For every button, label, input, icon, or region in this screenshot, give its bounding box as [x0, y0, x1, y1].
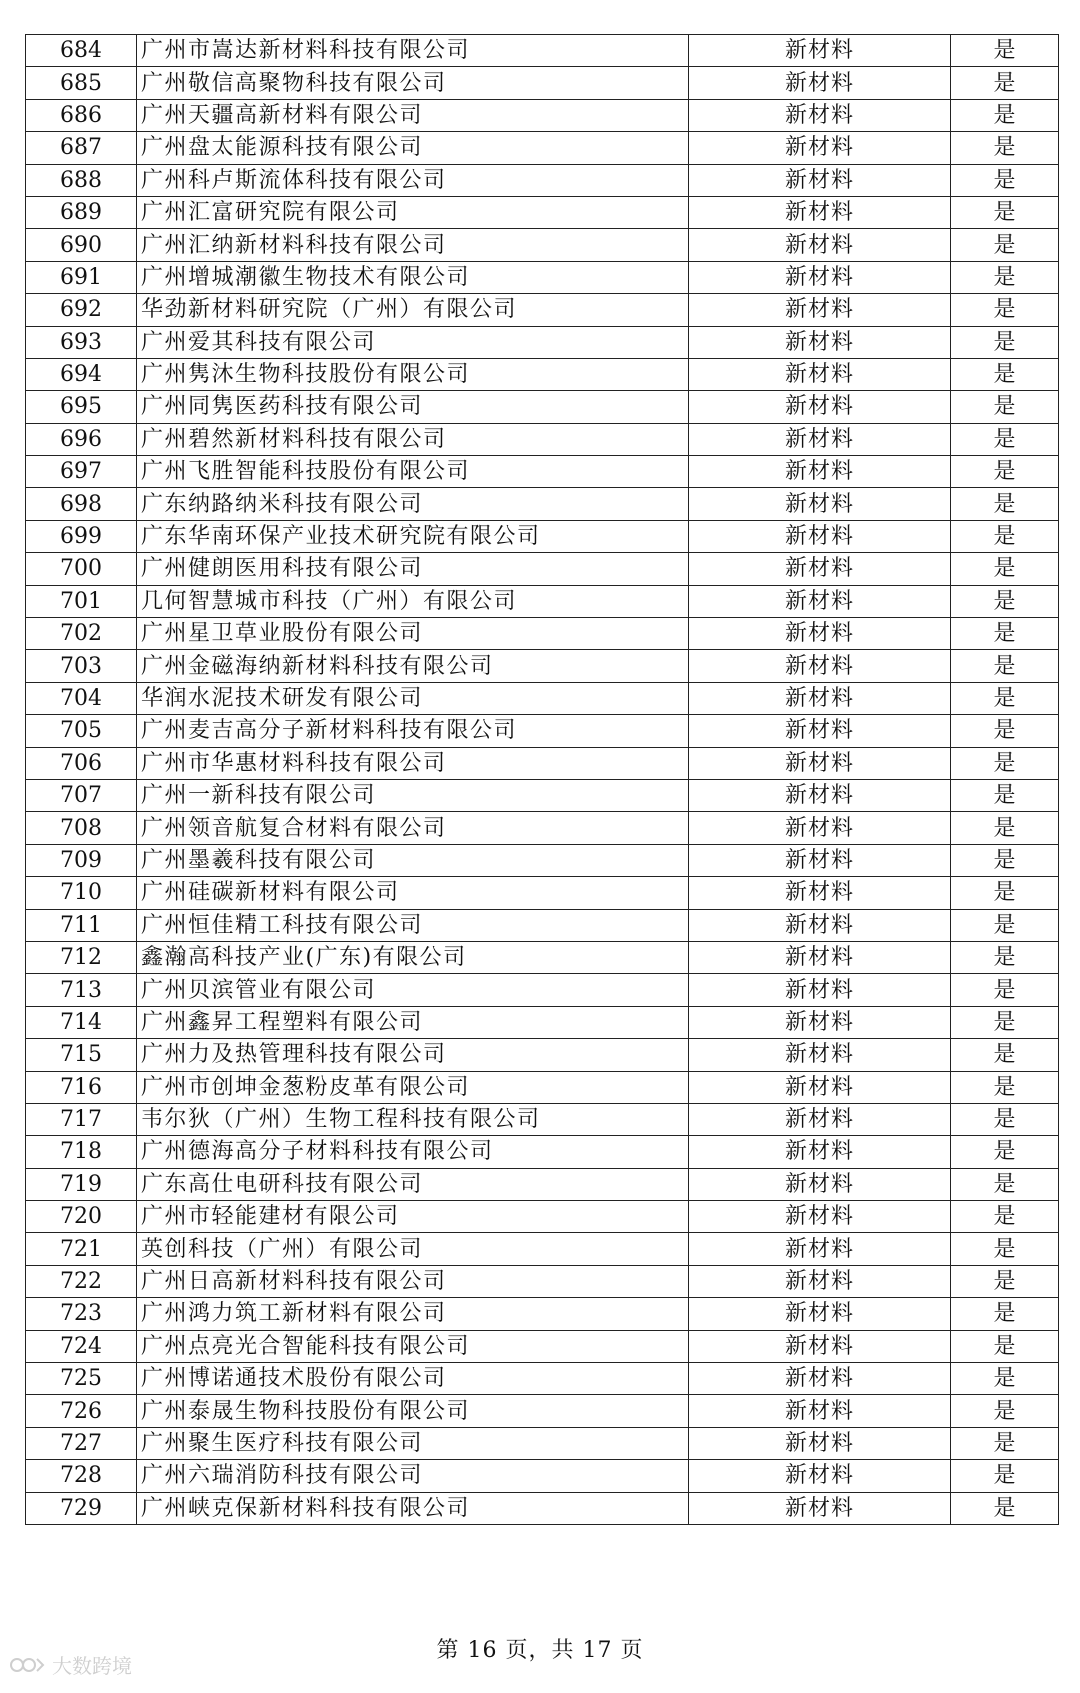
status-cell: 是: [951, 132, 1059, 164]
status-cell: 是: [951, 261, 1059, 293]
status-cell: 是: [951, 877, 1059, 909]
status-cell: 是: [951, 1071, 1059, 1103]
company-name-cell: 几何智慧城市科技（广州）有限公司: [137, 585, 689, 617]
field-cell: 新材料: [689, 1492, 951, 1524]
company-name-cell: 广州贝滨管业有限公司: [137, 974, 689, 1006]
field-cell: 新材料: [689, 941, 951, 973]
company-name-cell: 广州六瑞消防科技有限公司: [137, 1460, 689, 1492]
status-cell: 是: [951, 1103, 1059, 1135]
company-name-cell: 广州爱其科技有限公司: [137, 326, 689, 358]
company-name-cell: 广州鑫昇工程塑料有限公司: [137, 1006, 689, 1038]
row-number-cell: 726: [26, 1395, 137, 1427]
status-cell: 是: [951, 909, 1059, 941]
row-number-cell: 713: [26, 974, 137, 1006]
table-row: [26, 779, 1059, 811]
field-cell: 新材料: [689, 99, 951, 131]
status-cell: 是: [951, 1330, 1059, 1362]
status-cell: 是: [951, 229, 1059, 261]
row-number-cell: 688: [26, 164, 137, 196]
row-number-cell: 708: [26, 812, 137, 844]
row-number-cell: 701: [26, 585, 137, 617]
field-cell: 新材料: [689, 1006, 951, 1038]
company-name-cell: 广州日高新材料科技有限公司: [137, 1265, 689, 1297]
table-row: [26, 1460, 1059, 1492]
row-number-cell: 716: [26, 1071, 137, 1103]
company-name-cell: 广东华南环保产业技术研究院有限公司: [137, 520, 689, 552]
status-cell: 是: [951, 1233, 1059, 1265]
status-cell: 是: [951, 1298, 1059, 1330]
company-name-cell: 广州市华惠材料科技有限公司: [137, 747, 689, 779]
table-row: [26, 229, 1059, 261]
row-number-cell: 703: [26, 650, 137, 682]
table-row: [26, 715, 1059, 747]
company-name-cell: 广州市创坤金葱粉皮革有限公司: [137, 1071, 689, 1103]
row-number-cell: 693: [26, 326, 137, 358]
table-row: [26, 844, 1059, 876]
field-cell: 新材料: [689, 164, 951, 196]
field-cell: 新材料: [689, 1395, 951, 1427]
status-cell: 是: [951, 1039, 1059, 1071]
field-cell: 新材料: [689, 520, 951, 552]
company-name-cell: 广州金磁海纳新材料科技有限公司: [137, 650, 689, 682]
field-cell: 新材料: [689, 844, 951, 876]
status-cell: 是: [951, 358, 1059, 390]
status-cell: 是: [951, 812, 1059, 844]
row-number-cell: 709: [26, 844, 137, 876]
field-cell: 新材料: [689, 974, 951, 1006]
field-cell: 新材料: [689, 650, 951, 682]
row-number-cell: 715: [26, 1039, 137, 1071]
table-row: [26, 1039, 1059, 1071]
table-row: [26, 941, 1059, 973]
table-row: [26, 1006, 1059, 1038]
row-number-cell: 685: [26, 67, 137, 99]
table-row: [26, 1298, 1059, 1330]
status-cell: 是: [951, 196, 1059, 228]
row-number-cell: 700: [26, 553, 137, 585]
table-body: [26, 35, 1059, 1525]
row-number-cell: 714: [26, 1006, 137, 1038]
field-cell: 新材料: [689, 488, 951, 520]
company-name-cell: 广州碧然新材料科技有限公司: [137, 423, 689, 455]
status-cell: 是: [951, 488, 1059, 520]
field-cell: 新材料: [689, 1233, 951, 1265]
table-row: [26, 747, 1059, 779]
field-cell: 新材料: [689, 1039, 951, 1071]
row-number-cell: 729: [26, 1492, 137, 1524]
status-cell: 是: [951, 1136, 1059, 1168]
company-name-cell: 广州麦吉高分子新材料科技有限公司: [137, 715, 689, 747]
table-row: [26, 391, 1059, 423]
row-number-cell: 723: [26, 1298, 137, 1330]
row-number-cell: 698: [26, 488, 137, 520]
field-cell: 新材料: [689, 67, 951, 99]
field-cell: 新材料: [689, 1136, 951, 1168]
status-cell: 是: [951, 553, 1059, 585]
table-row: [26, 456, 1059, 488]
table-row: [26, 423, 1059, 455]
field-cell: 新材料: [689, 423, 951, 455]
page-number-footer: 第 16 页，共 17 页: [436, 1638, 644, 1663]
row-number-cell: 690: [26, 229, 137, 261]
row-number-cell: 722: [26, 1265, 137, 1297]
status-cell: 是: [951, 1395, 1059, 1427]
table-row: [26, 1071, 1059, 1103]
company-name-cell: 英创科技（广州）有限公司: [137, 1233, 689, 1265]
row-number-cell: 689: [26, 196, 137, 228]
row-number-cell: 710: [26, 877, 137, 909]
row-number-cell: 694: [26, 358, 137, 390]
table-row: [26, 326, 1059, 358]
row-number-cell: 724: [26, 1330, 137, 1362]
table-row: [26, 358, 1059, 390]
field-cell: 新材料: [689, 132, 951, 164]
field-cell: 新材料: [689, 1201, 951, 1233]
row-number-cell: 718: [26, 1136, 137, 1168]
table-row: [26, 164, 1059, 196]
company-name-cell: 广州领音航复合材料有限公司: [137, 812, 689, 844]
company-name-cell: 广州同隽医药科技有限公司: [137, 391, 689, 423]
watermark: [10, 1650, 132, 1679]
field-cell: 新材料: [689, 553, 951, 585]
field-cell: 新材料: [689, 682, 951, 714]
company-name-cell: 广州汇富研究院有限公司: [137, 196, 689, 228]
company-name-cell: 广州力及热管理科技有限公司: [137, 1039, 689, 1071]
table-row: [26, 1233, 1059, 1265]
company-name-cell: 广州天疆高新材料有限公司: [137, 99, 689, 131]
row-number-cell: 727: [26, 1427, 137, 1459]
table-row: [26, 682, 1059, 714]
watermark-text: 大数跨境: [52, 1654, 132, 1678]
table-row: [26, 520, 1059, 552]
row-number-cell: 717: [26, 1103, 137, 1135]
table-row: [26, 650, 1059, 682]
status-cell: 是: [951, 99, 1059, 131]
field-cell: 新材料: [689, 1168, 951, 1200]
table-row: [26, 67, 1059, 99]
field-cell: 新材料: [689, 326, 951, 358]
status-cell: 是: [951, 1427, 1059, 1459]
status-cell: 是: [951, 1492, 1059, 1524]
company-name-cell: 广州德海高分子材料科技有限公司: [137, 1136, 689, 1168]
company-name-cell: 广州市轻能建材有限公司: [137, 1201, 689, 1233]
table-row: [26, 1201, 1059, 1233]
table-row: [26, 1136, 1059, 1168]
table-row: [26, 1427, 1059, 1459]
company-name-cell: 广州飞胜智能科技股份有限公司: [137, 456, 689, 488]
status-cell: 是: [951, 941, 1059, 973]
company-name-cell: 鑫瀚高科技产业(广东)有限公司: [137, 941, 689, 973]
company-name-cell: 广州市嵩达新材料科技有限公司: [137, 35, 689, 67]
row-number-cell: 702: [26, 618, 137, 650]
status-cell: 是: [951, 1460, 1059, 1492]
status-cell: 是: [951, 520, 1059, 552]
company-name-cell: 广州墨羲科技有限公司: [137, 844, 689, 876]
field-cell: 新材料: [689, 1103, 951, 1135]
status-cell: 是: [951, 35, 1059, 67]
table-row: [26, 812, 1059, 844]
table-row: [26, 974, 1059, 1006]
status-cell: 是: [951, 747, 1059, 779]
field-cell: 新材料: [689, 1363, 951, 1395]
company-name-cell: 华劲新材料研究院（广州）有限公司: [137, 294, 689, 326]
company-name-cell: 广州隽沐生物科技股份有限公司: [137, 358, 689, 390]
row-number-cell: 691: [26, 261, 137, 293]
field-cell: 新材料: [689, 294, 951, 326]
table-row: [26, 1395, 1059, 1427]
table-row: [26, 35, 1059, 67]
table-row: [26, 132, 1059, 164]
status-cell: 是: [951, 1168, 1059, 1200]
company-name-cell: 华润水泥技术研发有限公司: [137, 682, 689, 714]
row-number-cell: 695: [26, 391, 137, 423]
field-cell: 新材料: [689, 618, 951, 650]
table-row: [26, 618, 1059, 650]
status-cell: 是: [951, 67, 1059, 99]
table-row: [26, 488, 1059, 520]
field-cell: 新材料: [689, 715, 951, 747]
status-cell: 是: [951, 1201, 1059, 1233]
row-number-cell: 684: [26, 35, 137, 67]
table-row: [26, 1103, 1059, 1135]
field-cell: 新材料: [689, 779, 951, 811]
status-cell: 是: [951, 974, 1059, 1006]
field-cell: 新材料: [689, 229, 951, 261]
company-name-cell: 广州泰晟生物科技股份有限公司: [137, 1395, 689, 1427]
table-row: [26, 1492, 1059, 1524]
status-cell: 是: [951, 650, 1059, 682]
status-cell: 是: [951, 715, 1059, 747]
row-number-cell: 692: [26, 294, 137, 326]
table-row: [26, 1330, 1059, 1362]
status-cell: 是: [951, 682, 1059, 714]
table-row: [26, 877, 1059, 909]
row-number-cell: 687: [26, 132, 137, 164]
status-cell: 是: [951, 391, 1059, 423]
watermark-logo-icon: [10, 1655, 46, 1675]
table-row: [26, 294, 1059, 326]
row-number-cell: 699: [26, 520, 137, 552]
row-number-cell: 719: [26, 1168, 137, 1200]
row-number-cell: 706: [26, 747, 137, 779]
table-row: [26, 261, 1059, 293]
field-cell: 新材料: [689, 812, 951, 844]
company-name-cell: 广东高仕电研科技有限公司: [137, 1168, 689, 1200]
status-cell: 是: [951, 585, 1059, 617]
status-cell: 是: [951, 456, 1059, 488]
table-row: [26, 585, 1059, 617]
status-cell: 是: [951, 326, 1059, 358]
table-row: [26, 1168, 1059, 1200]
company-name-cell: 广州星卫草业股份有限公司: [137, 618, 689, 650]
table-row: [26, 553, 1059, 585]
company-table: [25, 34, 1059, 1525]
field-cell: 新材料: [689, 1298, 951, 1330]
field-cell: 新材料: [689, 909, 951, 941]
table-row: [26, 1265, 1059, 1297]
company-name-cell: 广州科卢斯流体科技有限公司: [137, 164, 689, 196]
table-row: [26, 1363, 1059, 1395]
row-number-cell: 704: [26, 682, 137, 714]
row-number-cell: 712: [26, 941, 137, 973]
company-name-cell: 广州鸿力筑工新材料有限公司: [137, 1298, 689, 1330]
field-cell: 新材料: [689, 1265, 951, 1297]
row-number-cell: 707: [26, 779, 137, 811]
row-number-cell: 711: [26, 909, 137, 941]
field-cell: 新材料: [689, 1427, 951, 1459]
status-cell: 是: [951, 844, 1059, 876]
company-name-cell: 广州聚生医疗科技有限公司: [137, 1427, 689, 1459]
company-name-cell: 广州硅碳新材料有限公司: [137, 877, 689, 909]
field-cell: 新材料: [689, 456, 951, 488]
row-number-cell: 728: [26, 1460, 137, 1492]
row-number-cell: 705: [26, 715, 137, 747]
status-cell: 是: [951, 1363, 1059, 1395]
company-name-cell: 广州盘太能源科技有限公司: [137, 132, 689, 164]
company-name-cell: 广州增城潮徽生物技术有限公司: [137, 261, 689, 293]
table-row: [26, 99, 1059, 131]
field-cell: 新材料: [689, 585, 951, 617]
row-number-cell: 697: [26, 456, 137, 488]
status-cell: 是: [951, 294, 1059, 326]
field-cell: 新材料: [689, 261, 951, 293]
row-number-cell: 721: [26, 1233, 137, 1265]
field-cell: 新材料: [689, 35, 951, 67]
company-name-cell: 广州汇纳新材料科技有限公司: [137, 229, 689, 261]
field-cell: 新材料: [689, 391, 951, 423]
status-cell: 是: [951, 164, 1059, 196]
field-cell: 新材料: [689, 196, 951, 228]
field-cell: 新材料: [689, 1330, 951, 1362]
status-cell: 是: [951, 618, 1059, 650]
row-number-cell: 725: [26, 1363, 137, 1395]
company-name-cell: 广州一新科技有限公司: [137, 779, 689, 811]
status-cell: 是: [951, 1006, 1059, 1038]
field-cell: 新材料: [689, 877, 951, 909]
company-name-cell: 广州峡克保新材料科技有限公司: [137, 1492, 689, 1524]
table-row: [26, 909, 1059, 941]
company-name-cell: 广州敬信高聚物科技有限公司: [137, 67, 689, 99]
company-name-cell: 韦尔狄（广州）生物工程科技有限公司: [137, 1103, 689, 1135]
company-name-cell: 广州恒佳精工科技有限公司: [137, 909, 689, 941]
company-name-cell: 广州点亮光合智能科技有限公司: [137, 1330, 689, 1362]
field-cell: 新材料: [689, 358, 951, 390]
field-cell: 新材料: [689, 747, 951, 779]
status-cell: 是: [951, 1265, 1059, 1297]
status-cell: 是: [951, 423, 1059, 455]
company-name-cell: 广州健朗医用科技有限公司: [137, 553, 689, 585]
field-cell: 新材料: [689, 1071, 951, 1103]
row-number-cell: 720: [26, 1201, 137, 1233]
row-number-cell: 696: [26, 423, 137, 455]
field-cell: 新材料: [689, 1460, 951, 1492]
status-cell: 是: [951, 779, 1059, 811]
company-name-cell: 广东纳路纳米科技有限公司: [137, 488, 689, 520]
row-number-cell: 686: [26, 99, 137, 131]
company-name-cell: 广州博诺通技术股份有限公司: [137, 1363, 689, 1395]
table-row: [26, 196, 1059, 228]
